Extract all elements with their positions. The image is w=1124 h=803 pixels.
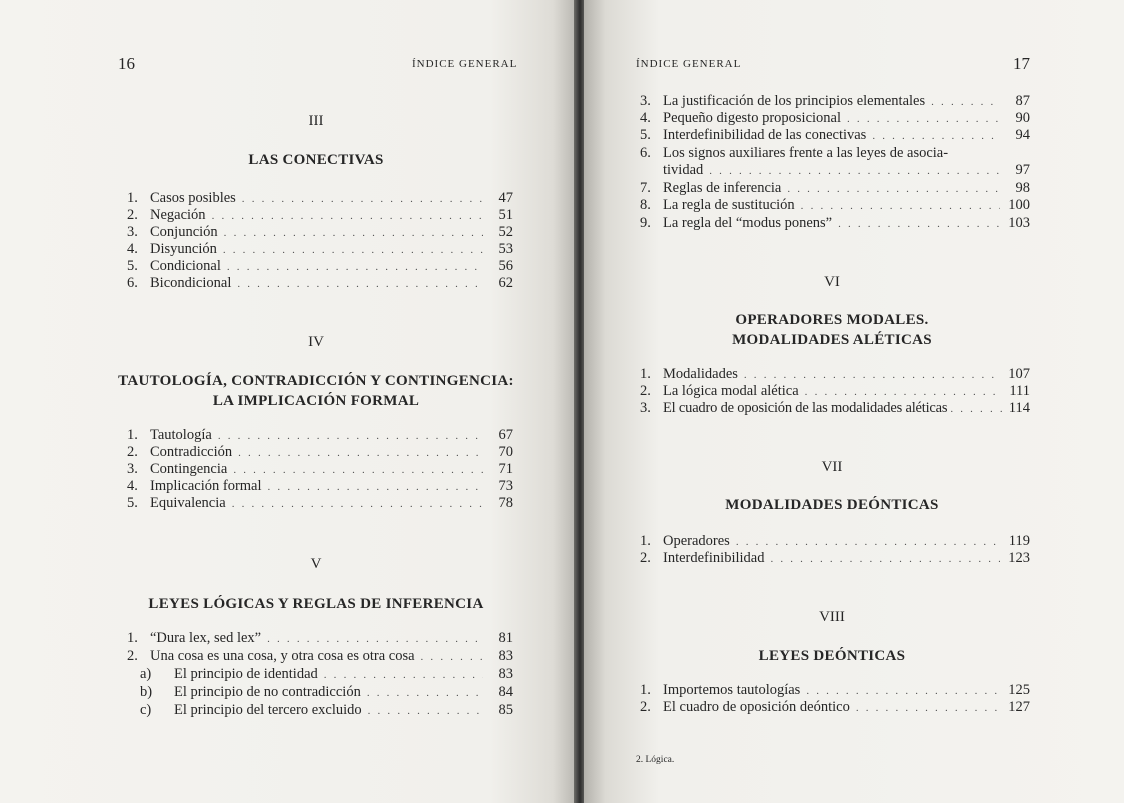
dot-leader [421,649,483,666]
entry-page: 127 [1008,699,1030,715]
toc-entry[interactable] [127,461,513,478]
entry-number: 2. [127,207,138,223]
entry-title: Pequeño digesto proposicional [663,110,842,126]
entry-title: Operadores [663,533,730,549]
running-head: ÍNDICE GENERAL [636,58,742,70]
entry-page: 103 [1008,215,1030,231]
toc-entry[interactable] [640,400,1030,417]
entry-title: Disyunción [150,241,217,257]
entry-title: Interdefinibilidad de las conectivas [663,127,867,143]
dot-leader [736,534,1000,551]
entry-page: 67 [498,427,513,443]
toc-entry[interactable] [127,648,513,665]
entry-number: 6. [127,275,138,291]
entry-page: 78 [498,495,513,511]
dot-leader [212,208,483,225]
page-number: 16 [118,54,135,73]
entry-title: Importemos tautologías [663,682,801,698]
entry-page: 81 [498,630,513,646]
dot-leader [770,551,1000,568]
entry-title: Equivalencia [150,495,226,511]
entry-number: 6. [640,145,651,161]
section-title-line: MODALIDADES ALÉTICAS [732,332,932,348]
dot-leader [267,631,483,648]
entry-number: 3. [640,93,651,109]
section-title-line: LEYES LÓGICAS Y REGLAS DE INFERENCIA [148,596,484,612]
entry-title: Condicional [150,258,221,274]
entry-title: La regla del “modus ponens” [663,215,833,231]
dot-leader [805,384,1000,401]
dot-leader [238,445,483,462]
entry-number: 1. [127,630,138,646]
entry-number: 1. [640,366,651,382]
toc-subentry[interactable] [140,684,513,701]
entry-page: 56 [498,258,513,274]
toc-entry[interactable] [640,550,1030,567]
entry-page: 119 [1008,533,1030,549]
toc-entry[interactable] [127,275,513,292]
entry-title: Casos posibles [150,190,236,206]
entry-title: Conjunción [150,224,218,240]
dot-leader [931,94,1000,111]
entry-page: 87 [1015,93,1030,109]
entry-number: 2. [640,383,651,399]
entry-number: 2. [127,444,138,460]
entry-title: Tautología [150,427,212,443]
toc-entry[interactable] [127,444,513,461]
section-title [110,371,522,411]
entry-number: 1. [127,427,138,443]
entry-title: Contingencia [150,461,228,477]
toc-entry[interactable] [640,366,1030,383]
section-title-line: LEYES DEÓNTICAS [758,648,906,664]
entry-page: 73 [498,478,513,494]
section-numeral: VI [824,274,840,290]
entry-page: 62 [498,275,513,291]
entry-page: 107 [1008,366,1030,382]
entry-number: 4. [127,241,138,257]
entry-page: 51 [498,207,513,223]
toc-entry[interactable] [127,630,513,647]
entry-title: Una cosa es una cosa, y otra cosa es otra cosa [150,648,415,664]
toc-entry[interactable] [640,127,1030,144]
entry-number: 2. [127,648,138,664]
toc-entry[interactable] [640,180,1030,197]
dot-leader [237,276,483,293]
toc-entry[interactable] [640,110,1030,127]
dot-leader [801,198,1000,215]
entry-page: 94 [1015,127,1030,143]
section-numeral: IV [308,334,324,350]
entry-page: 84 [498,684,513,700]
toc-entry[interactable] [127,224,513,241]
entry-page: 47 [498,190,513,206]
dot-leader [268,479,483,496]
entry-title: Contradicción [150,444,233,460]
entry-title: El cuadro de oposición de las modalidades aléticas [663,400,948,416]
entry-page: 114 [1008,400,1030,416]
section-title-line: OPERADORES MODALES. [735,312,929,328]
entry-number: 7. [640,180,651,196]
entry-letter: c) [140,702,152,718]
dot-leader [856,700,1000,717]
entry-number: 3. [127,461,138,477]
entry-number: 1. [640,533,651,549]
section-title [634,495,1030,515]
entry-number: 5. [127,495,138,511]
entry-number: 3. [640,400,651,416]
entry-page: 123 [1008,550,1030,566]
entry-page: 85 [498,702,513,718]
dot-leader [806,683,1000,700]
toc-entry[interactable] [640,145,1030,162]
toc-entry[interactable] [640,699,1030,716]
entry-title: Los signos auxiliares frente a las leyes de asocia- [663,145,949,161]
entry-title: La regla de sustitución [663,197,795,213]
entry-number: 4. [127,478,138,494]
entry-page: 83 [498,666,513,682]
section-title-line: TAUTOLOGÍA, CONTRADICCIÓN Y CONTINGENCIA: [118,373,514,389]
toc-entry[interactable] [127,478,513,495]
entry-page: 111 [1009,383,1030,399]
right-page [584,0,1124,803]
toc-entry[interactable] [127,427,513,444]
dot-leader [324,667,483,684]
dot-leader [872,128,1000,145]
dot-leader [232,496,483,513]
section-numeral: III [308,113,324,129]
entry-page: 70 [498,444,513,460]
entry-number: 3. [127,224,138,240]
dot-leader [227,259,483,276]
section-title [110,594,522,614]
entry-page: 83 [498,648,513,664]
dot-leader [223,242,483,259]
toc-entry[interactable] [640,383,1030,400]
dot-leader [224,225,483,242]
toc-entry[interactable] [127,190,513,207]
dot-leader [847,111,1000,128]
entry-title: Implicación formal [150,478,262,494]
dot-leader [368,703,483,720]
entry-page: 125 [1008,682,1030,698]
entry-letter: b) [140,684,153,700]
signature-footnote: 2. Lógica. [636,755,675,765]
toc-entry[interactable] [640,682,1030,699]
page-number: 17 [1013,54,1030,73]
entry-title: Modalidades [663,366,738,382]
entry-number: 1. [640,682,651,698]
toc-entry[interactable] [640,215,1030,232]
dot-leader [242,191,483,208]
dot-leader [709,163,1000,180]
entry-title: El principio de identidad [174,666,318,682]
entry-page: 71 [498,461,513,477]
running-head: ÍNDICE GENERAL [412,58,518,70]
dot-leader [218,428,483,445]
entry-letter: a) [140,666,152,682]
toc-entry[interactable] [127,495,513,512]
section-title-line: LA IMPLICACIÓN FORMAL [212,393,420,409]
entry-number: 2. [640,550,651,566]
dot-leader [950,401,1003,418]
entry-title: Interdefinibilidad [663,550,765,566]
entry-number: 8. [640,197,651,213]
toc-entry[interactable] [640,197,1030,214]
toc-entry[interactable] [127,207,513,224]
section-numeral: VIII [819,609,845,625]
section-title [120,150,512,170]
dot-leader [233,462,483,479]
section-numeral: VII [821,459,843,475]
dot-leader [744,367,1000,384]
entry-number: 4. [640,110,651,126]
entry-number: 2. [640,699,651,715]
entry-number: 9. [640,215,651,231]
entry-page: 97 [1015,162,1030,178]
section-numeral: V [310,556,322,572]
section-title-line: MODALIDADES DEÓNTICAS [725,497,939,513]
entry-title: Negación [150,207,206,223]
entry-title: El principio del tercero excluido [174,702,362,718]
entry-number: 1. [127,190,138,206]
entry-page: 90 [1015,110,1030,126]
toc-entry[interactable] [640,533,1030,550]
entry-title: Reglas de inferencia [663,180,782,196]
dot-leader [787,181,1000,198]
section-title [634,310,1030,350]
section-title-line: LAS CONECTIVAS [248,152,384,168]
entry-page: 100 [1008,197,1030,213]
entry-title: tividad [663,162,704,178]
toc-entry[interactable] [640,93,1030,110]
toc-entry[interactable] [127,258,513,275]
toc-subentry[interactable] [140,702,513,719]
entry-title: Bicondicional [150,275,232,291]
entry-title: La justificación de los principios elementales [663,93,926,109]
entry-number: 5. [640,127,651,143]
entry-page: 53 [498,241,513,257]
entry-number: 5. [127,258,138,274]
dot-leader [838,216,1000,233]
entry-page: 52 [498,224,513,240]
entry-title: “Dura lex, sed lex” [150,630,262,646]
entry-title: La lógica modal alética [663,383,799,399]
entry-title: El principio de no contradicción [174,684,361,700]
entry-page: 98 [1015,180,1030,196]
toc-entry-continuation[interactable] [640,162,1030,179]
entry-title: El cuadro de oposición deóntico [663,699,850,715]
toc-subentry[interactable] [140,666,513,683]
section-title [634,646,1030,666]
toc-entry[interactable] [127,241,513,258]
dot-leader [367,685,483,702]
